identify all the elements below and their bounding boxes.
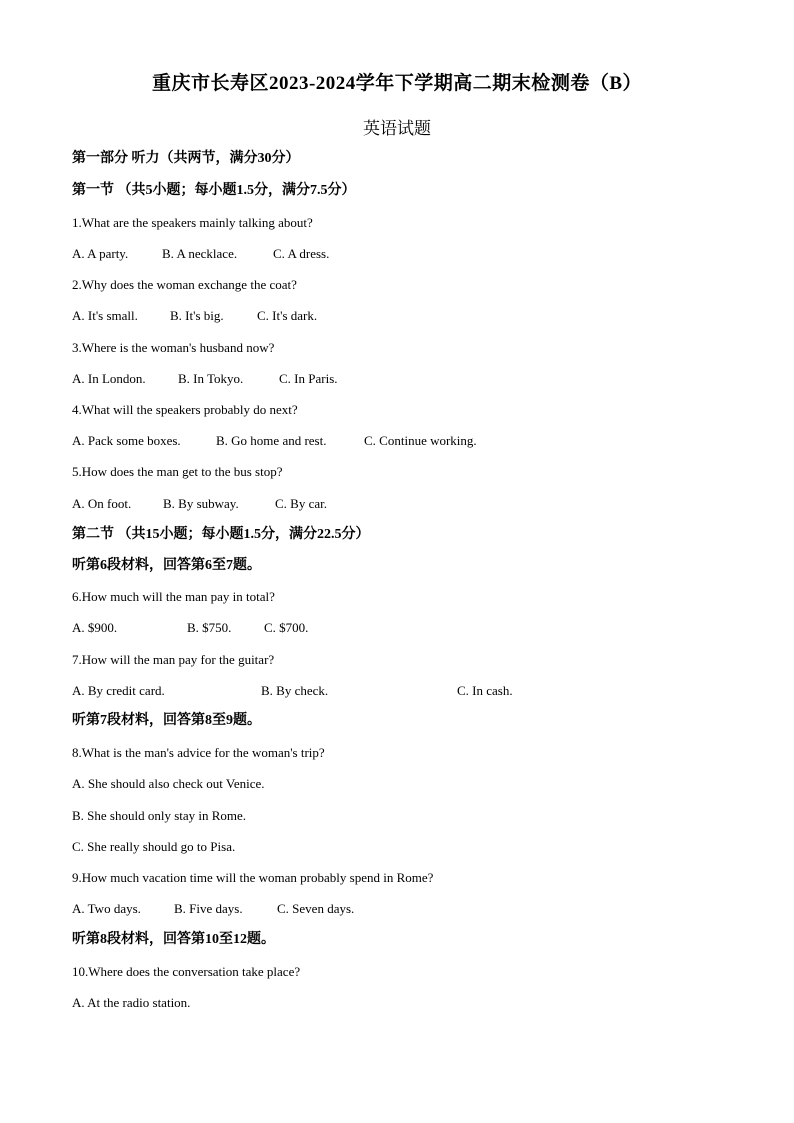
option-9a: A. Two days.	[72, 901, 141, 916]
page-subtitle: 英语试题	[363, 119, 431, 138]
options-row-3	[72, 370, 672, 388]
option-5a: A. On foot.	[72, 496, 132, 511]
options-row-5	[72, 495, 672, 513]
options-row-6	[72, 619, 672, 637]
material-6-heading: 听第6段材料，回答第6至7题。	[72, 558, 261, 573]
question-10: 10.Where does the conversation take place?	[72, 964, 301, 979]
option-8b: B. She should only stay in Rome.	[72, 808, 247, 823]
option-3c: C. In Paris.	[279, 371, 338, 386]
page-title: 重庆市长寿区2023-2024学年下学期高二期末检测卷（B）	[151, 73, 642, 94]
option-7a: A. By credit card.	[72, 683, 165, 698]
options-row-4	[72, 432, 672, 450]
question-4: 4.What will the speakers probably do next?	[72, 402, 298, 417]
option-9c: C. Seven days.	[277, 901, 355, 916]
question-3: 3.Where is the woman's husband now?	[72, 340, 275, 355]
question-6: 6.How much will the man pay in total?	[72, 589, 275, 604]
option-10a: A. At the radio station.	[72, 995, 191, 1010]
material-7-heading: 听第7段材料，回答第8至9题。	[72, 713, 261, 728]
option-6a: A. $900.	[72, 620, 118, 635]
option-2c: C. It's dark.	[257, 308, 318, 323]
option-1c: C. A dress.	[273, 246, 330, 261]
option-2a: A. It's small.	[72, 308, 138, 323]
options-row-1	[72, 245, 672, 263]
question-9: 9.How much vacation time will the woman probably spend in Rome?	[72, 870, 434, 885]
question-7: 7.How will the man pay for the guitar?	[72, 652, 275, 667]
material-8-heading: 听第8段材料，回答第10至12题。	[72, 932, 275, 947]
option-6c: C. $700.	[264, 620, 309, 635]
option-4c: C. Continue working.	[364, 433, 477, 448]
options-row-7	[72, 682, 672, 700]
option-2b: B. It's big.	[170, 308, 224, 323]
options-row-2	[72, 307, 672, 325]
option-3b: B. In Tokyo.	[178, 371, 244, 386]
question-5: 5.How does the man get to the bus stop?	[72, 464, 283, 479]
option-4b: B. Go home and rest.	[216, 433, 327, 448]
option-1b: B. A necklace.	[162, 246, 238, 261]
option-5b: B. By subway.	[163, 496, 239, 511]
option-1a: A. A party.	[72, 246, 129, 261]
option-8c: C. She really should go to Pisa.	[72, 839, 236, 854]
question-1: 1.What are the speakers mainly talking about?	[72, 215, 313, 230]
option-7c: C. In cash.	[457, 683, 513, 698]
option-3a: A. In London.	[72, 371, 146, 386]
question-8: 8.What is the man's advice for the woman's trip?	[72, 745, 325, 760]
section1-heading: 第一节 （共5小题；每小题1.5分，满分7.5分）	[72, 183, 356, 198]
option-8a: A. She should also check out Venice.	[72, 776, 265, 791]
option-4a: A. Pack some boxes.	[72, 433, 181, 448]
question-2: 2.Why does the woman exchange the coat?	[72, 277, 297, 292]
option-7b: B. By check.	[261, 683, 329, 698]
option-5c: C. By car.	[275, 496, 327, 511]
section2-heading: 第二节 （共15小题；每小题1.5分，满分22.5分）	[72, 527, 370, 542]
option-9b: B. Five days.	[174, 901, 243, 916]
part1-heading: 第一部分 听力（共两节，满分30分）	[72, 151, 300, 166]
options-row-9	[72, 900, 672, 918]
option-6b: B. $750.	[187, 620, 232, 635]
